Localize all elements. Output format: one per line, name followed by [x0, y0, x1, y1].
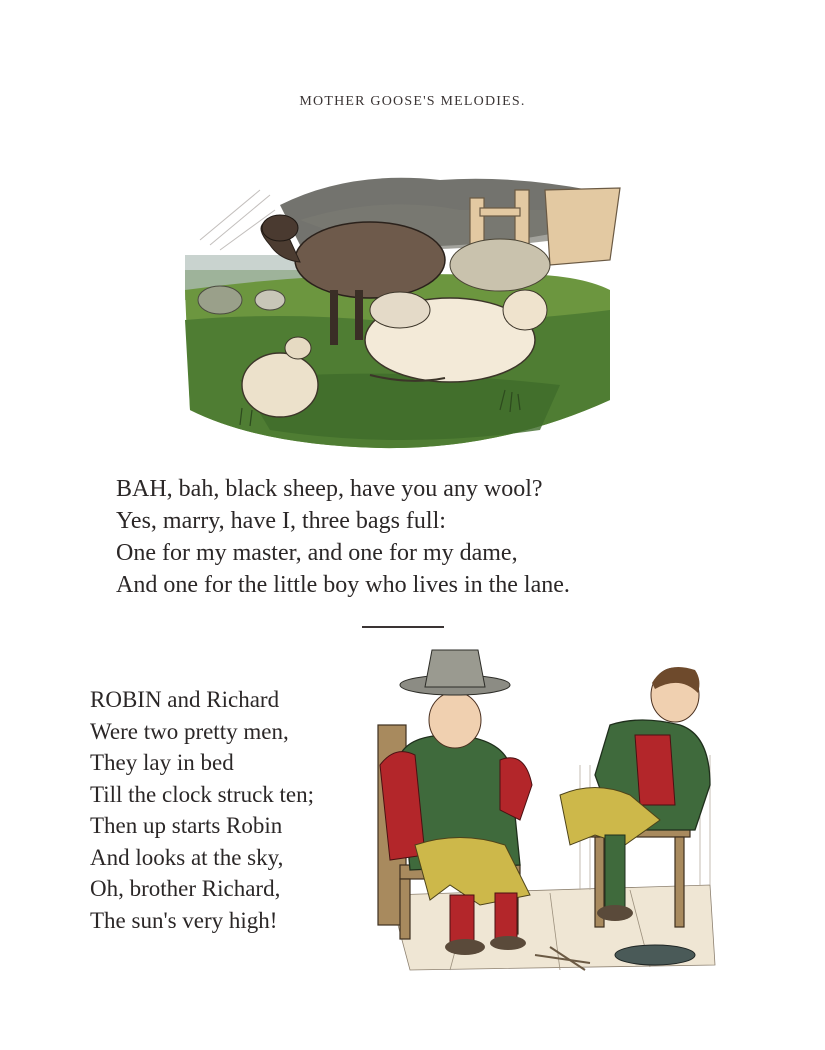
verse-line: The sun's very high! [90, 907, 278, 933]
black-sheep-illustration [180, 150, 625, 460]
running-head: MOTHER GOOSE'S MELODIES. [299, 94, 526, 109]
verse-line: And one for the little boy who lives in the lane. [116, 572, 570, 598]
verse-line: Till the clock struck ten; [90, 781, 315, 807]
verse-line: Were two pretty men, [90, 718, 289, 744]
verse-line: They lay in bed [90, 750, 234, 775]
section-divider [362, 626, 444, 628]
verse-line: Oh, brother Richard, [90, 876, 281, 901]
verse-line: One for my master, and one for my dame, [116, 540, 518, 566]
verse-line: Yes, marry, have I, three bags full: [116, 508, 446, 534]
verse-line: And looks at the sky, [90, 844, 284, 870]
verse-robin-and-richard [90, 684, 314, 936]
verse-line: Then up starts Robin [90, 813, 283, 838]
verse-line: ROBIN and Richard [90, 687, 280, 712]
verse-line: BAH, bah, black sheep, have you any wool? [116, 476, 543, 502]
robin-and-richard-illustration [370, 645, 725, 975]
verse-black-sheep [116, 473, 570, 601]
